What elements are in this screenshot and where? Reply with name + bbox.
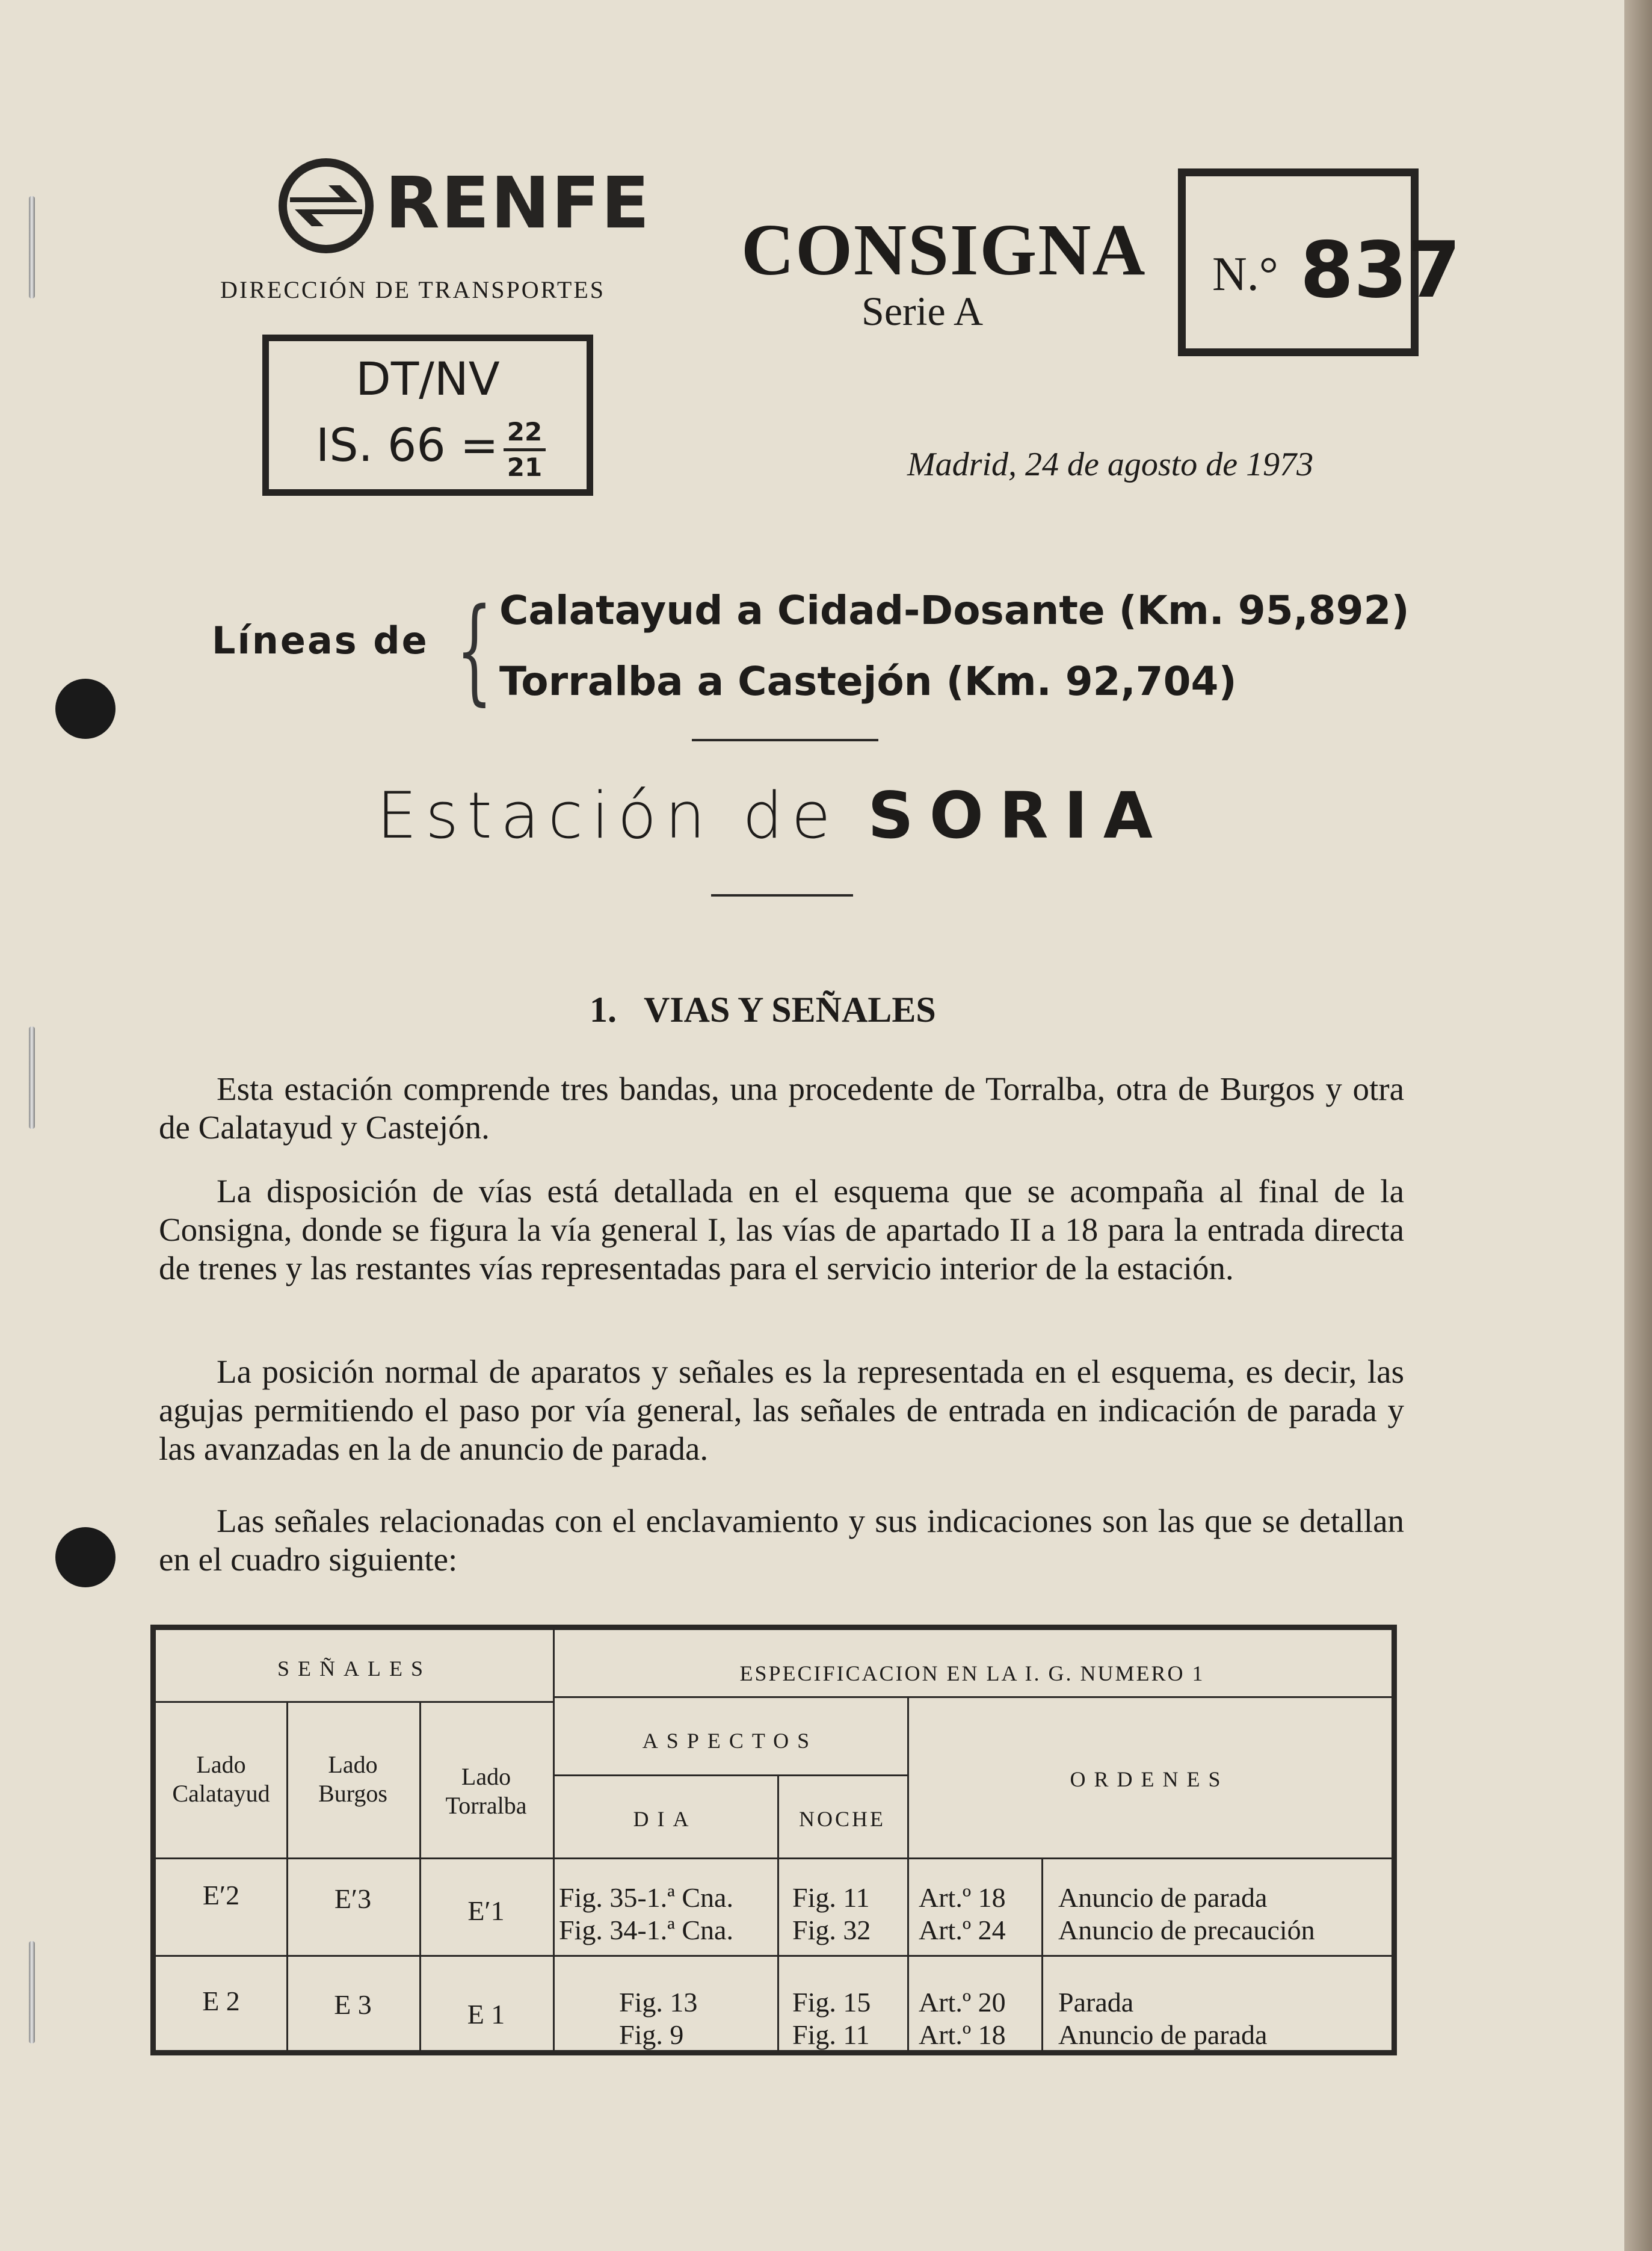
header-noche: NOCHE [799, 1807, 886, 1831]
staple [29, 1941, 35, 2043]
line-torralba: Torralba a Castejón (Km. 92,704) [499, 658, 1237, 705]
cell-calatayud: E 2 [202, 1986, 240, 2016]
station-prefix: Estación de [377, 779, 839, 853]
header-senales: SEÑALES [277, 1657, 431, 1681]
divider [692, 739, 878, 741]
cell-line: Anuncio de parada [1058, 2019, 1268, 2050]
table-rule [419, 1701, 421, 2050]
header-text: Lado [196, 1751, 246, 1778]
table-rule [553, 1630, 555, 2050]
document-title: CONSIGNA [741, 209, 1147, 291]
cell-noche [792, 1986, 871, 2051]
reference-line1: DT/NV [356, 352, 500, 406]
header-lado-calatayud [156, 1750, 286, 1808]
line-calatayud: Calatayud a Cidad-Dosante (Km. 95,892) [499, 587, 1410, 634]
header-ordenes: ORDENES [1070, 1767, 1229, 1791]
cell-line: Anuncio de precaución [1058, 1915, 1315, 1945]
cell-line: Fig. 32 [792, 1915, 871, 1945]
station-name: SORIA [868, 779, 1168, 853]
page-edge [1624, 0, 1652, 2251]
header-text: Burgos [318, 1780, 387, 1807]
header-text: Lado [461, 1763, 511, 1790]
header-text: Torralba [445, 1792, 527, 1819]
number-label: N.° [1212, 248, 1278, 301]
table-rule [553, 1774, 907, 1776]
cell-articulo [919, 1882, 1006, 1947]
divider [711, 894, 853, 897]
fraction-numerator: 22 [504, 416, 546, 451]
consigna-number: 837 [1300, 226, 1461, 315]
document-date: Madrid, 24 de agosto de 1973 [907, 446, 1314, 483]
number-box [1178, 168, 1461, 356]
reference-fraction [504, 416, 546, 484]
brace-icon: { [456, 584, 493, 717]
table-rule [156, 1857, 1392, 1859]
reference-line2: IS. 66 = [316, 418, 499, 472]
cell-line: Fig. 34-1.ª Cna. [559, 1915, 733, 1945]
cell-noche [792, 1882, 871, 1947]
direction-label: DIRECCIÓN DE TRANSPORTES [220, 276, 606, 303]
cell-torralba: E 1 [467, 1999, 505, 2030]
cell-line: Art.º 18 [919, 1882, 1006, 1913]
cell-line: Fig. 11 [792, 1882, 870, 1913]
cell-line: Art.º 18 [919, 2019, 1006, 2050]
cell-burgos: E′3 [334, 1883, 372, 1914]
table-rule [156, 1955, 1392, 1957]
punch-hole [55, 1527, 116, 1587]
cell-line: Parada [1058, 1987, 1134, 2018]
cell-line: Fig. 13 [619, 1987, 698, 2018]
header-aspectos: ASPECTOS [642, 1729, 818, 1753]
header-text: Calatayud [172, 1780, 270, 1807]
cell-line: Art.º 20 [919, 1987, 1006, 2018]
signals-table [150, 1625, 1397, 2055]
section-heading [590, 989, 936, 1031]
table-rule [907, 1696, 909, 2050]
lines-label: Líneas de [212, 619, 429, 662]
cell-dia [559, 1882, 733, 1947]
cell-line: Art.º 24 [919, 1915, 1006, 1945]
station-heading [377, 779, 1168, 853]
header-lado-burgos [286, 1750, 419, 1808]
section-title: VIAS Y SEÑALES [644, 990, 936, 1030]
cell-line: Fig. 35-1.ª Cna. [559, 1882, 733, 1913]
staple [29, 1027, 35, 1129]
cell-articulo [919, 1986, 1006, 2051]
renfe-logo-icon [278, 158, 374, 254]
table-rule [1041, 1857, 1043, 2050]
cell-line: Fig. 9 [619, 2019, 684, 2050]
cell-orden [1058, 1882, 1315, 1947]
staple [29, 196, 35, 298]
table-rule [156, 1701, 553, 1703]
cell-torralba: E′1 [467, 1895, 505, 1926]
paragraph: Esta estación comprende tres bandas, una procedente de Torralba, otra de Burgos y otra de Calatayud y Castejón. [159, 1070, 1404, 1146]
header-dia: DIA [633, 1807, 697, 1831]
cell-dia [619, 1986, 697, 2051]
section-number: 1. [590, 990, 617, 1030]
logo-text: RENFE [385, 161, 651, 244]
paragraph: Las señales relacionadas con el enclavamiento y sus indicaciones son las que se detallan en el cuadro siguiente: [159, 1502, 1404, 1578]
cell-burgos: E 3 [334, 1989, 372, 2020]
paragraph: La posición normal de aparatos y señales es la representada en el esquema, es decir, las agujas permitiendo el paso por vía general, las señales de entrada en indicación de parada y las avanzadas en la de anuncio de parada. [159, 1353, 1404, 1467]
header-lado-torralba [419, 1762, 553, 1820]
cell-orden [1058, 1986, 1267, 2051]
paragraph: La disposición de vías está detallada en el esquema que se acompaña al final de la Consigna, donde se figura la vía general I, las vías de apartado II a 18 para la entrada directa de trenes y las restantes vías representadas para el servicio interior de la estación. [159, 1173, 1404, 1286]
cell-line: Anuncio de parada [1058, 1882, 1268, 1913]
cell-line: Fig. 11 [792, 2019, 870, 2050]
cell-line: Fig. 15 [792, 1987, 871, 2018]
table-rule [553, 1696, 1392, 1698]
punch-hole [55, 679, 116, 739]
reference-box [262, 335, 593, 496]
cell-calatayud: E′2 [202, 1880, 240, 1910]
header-text: Lado [328, 1751, 378, 1778]
fraction-denominator: 21 [507, 452, 543, 482]
header-specification: ESPECIFICACION EN LA I. G. NUMERO 1 [739, 1661, 1205, 1685]
series-label: Serie A [861, 288, 984, 334]
